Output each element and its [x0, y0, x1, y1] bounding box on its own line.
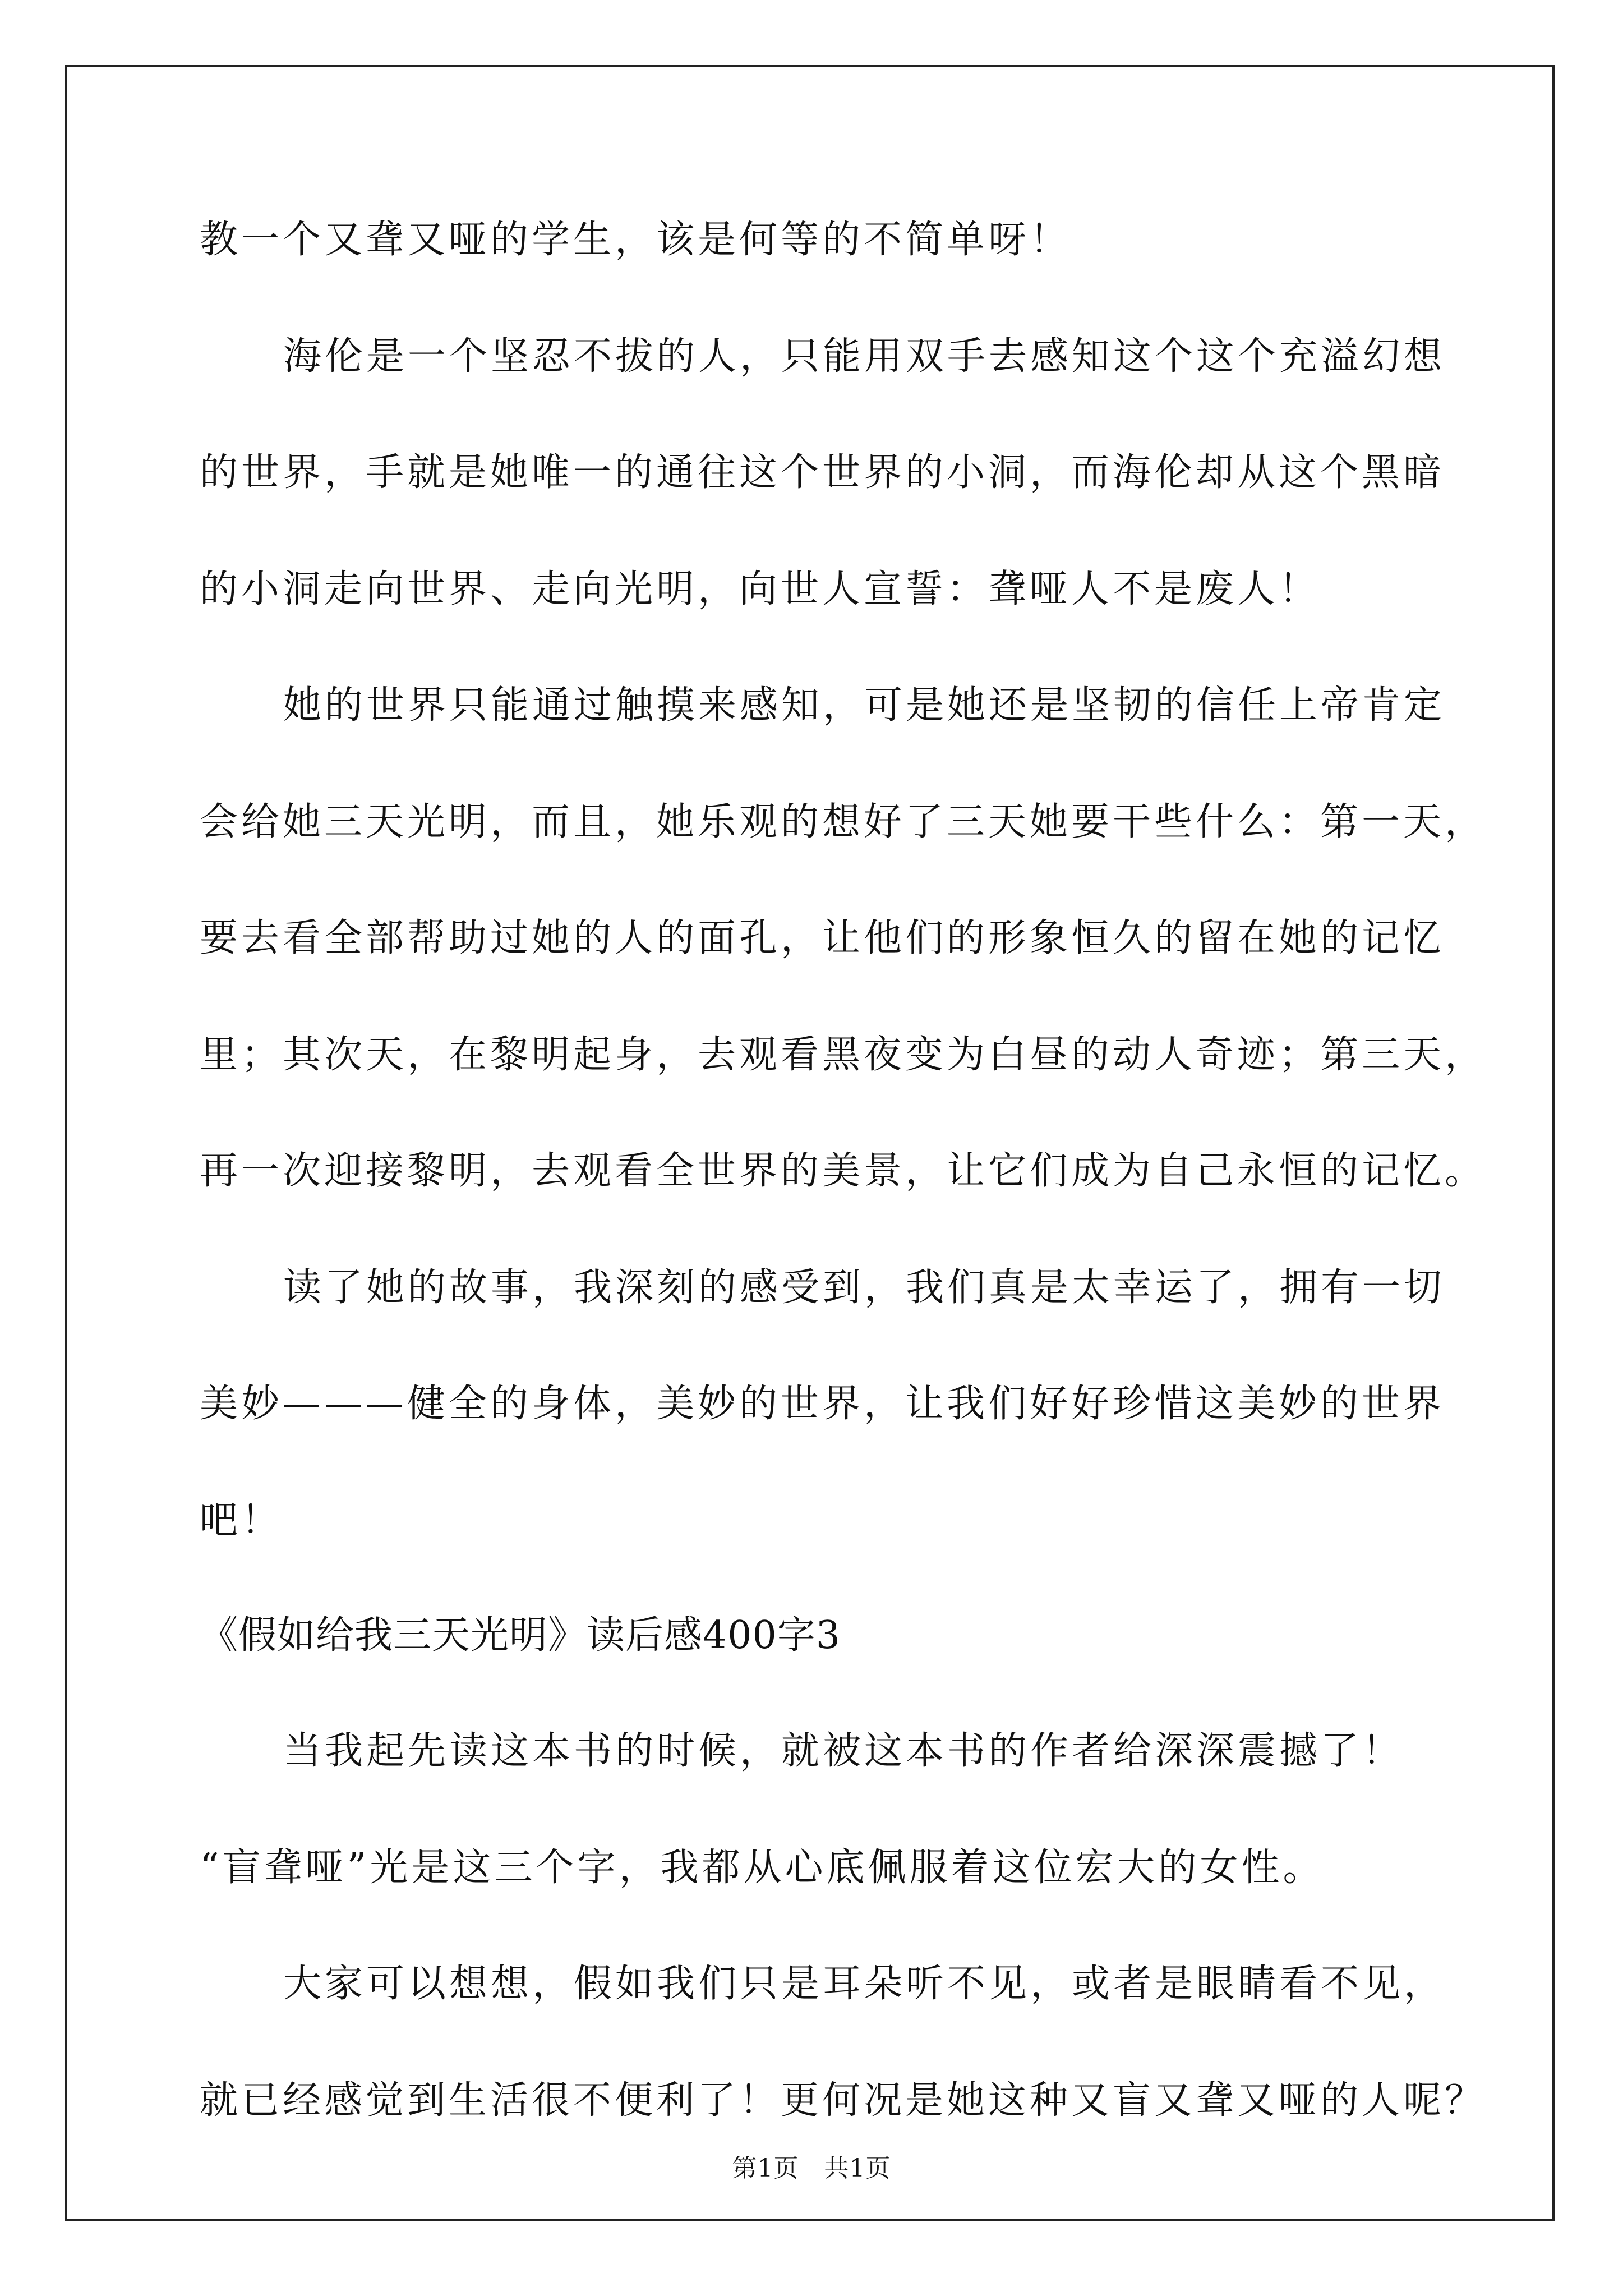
- page-footer: 第1页 共1页: [732, 2154, 891, 2183]
- text-line-1: 教一个又聋又哑的学生，该是何等的不简单呀！: [200, 218, 1072, 262]
- section-heading: 《假如给我三天光明》读后感400字3: [200, 1613, 841, 1658]
- text-line-11: 美妙———健全的身体，美妙的世界，让我们好好珍惜这美妙的世界: [200, 1382, 1445, 1426]
- text-line-10: 读了她的故事，我深刻的感受到，我们真是太幸运了，拥有一切: [283, 1266, 1446, 1310]
- text-line-14: “盲聋哑”光是这三个字，我都从心底佩服着这位宏大的女性。: [200, 1846, 1325, 1890]
- text-line-15: 大家可以想想，假如我们只是耳朵听不见，或者是眼睛看不见，: [283, 1962, 1446, 2006]
- text-line-9: 再一次迎接黎明，去观看全世界的美景，让它们成为自己永恒的记忆。: [200, 1149, 1487, 1193]
- text-line-2: 海伦是一个坚忍不拔的人，只能用双手去感知这个这个充溢幻想: [283, 334, 1446, 379]
- page-border: [65, 65, 1555, 2221]
- text-line-3: 的世界，手就是她唯一的通往这个世界的小洞，而海伦却从这个黑暗: [200, 450, 1445, 495]
- text-line-12: 吧！: [200, 1498, 283, 1543]
- text-line-13: 当我起先读这本书的时候，就被这本书的作者给深深震撼了！: [283, 1729, 1404, 1773]
- text-line-8: 里；其次天，在黎明起身，去观看黑夜变为白昼的动人奇迹；第三天，: [200, 1033, 1487, 1077]
- text-line-7: 要去看全部帮助过她的人的面孔，让他们的形象恒久的留在她的记忆: [200, 916, 1445, 960]
- text-line-5: 她的世界只能通过触摸来感知，可是她还是坚韧的信任上帝肯定: [283, 683, 1446, 728]
- text-line-16: 就已经感觉到生活很不便利了！更何况是她这种又盲又聋又哑的人呢？: [200, 2078, 1487, 2123]
- text-line-6: 会给她三天光明，而且，她乐观的想好了三天她要干些什么：第一天，: [200, 800, 1487, 844]
- text-line-4: 的小洞走向世界、走向光明，向世人宣誓：聋哑人不是废人！: [200, 567, 1321, 611]
